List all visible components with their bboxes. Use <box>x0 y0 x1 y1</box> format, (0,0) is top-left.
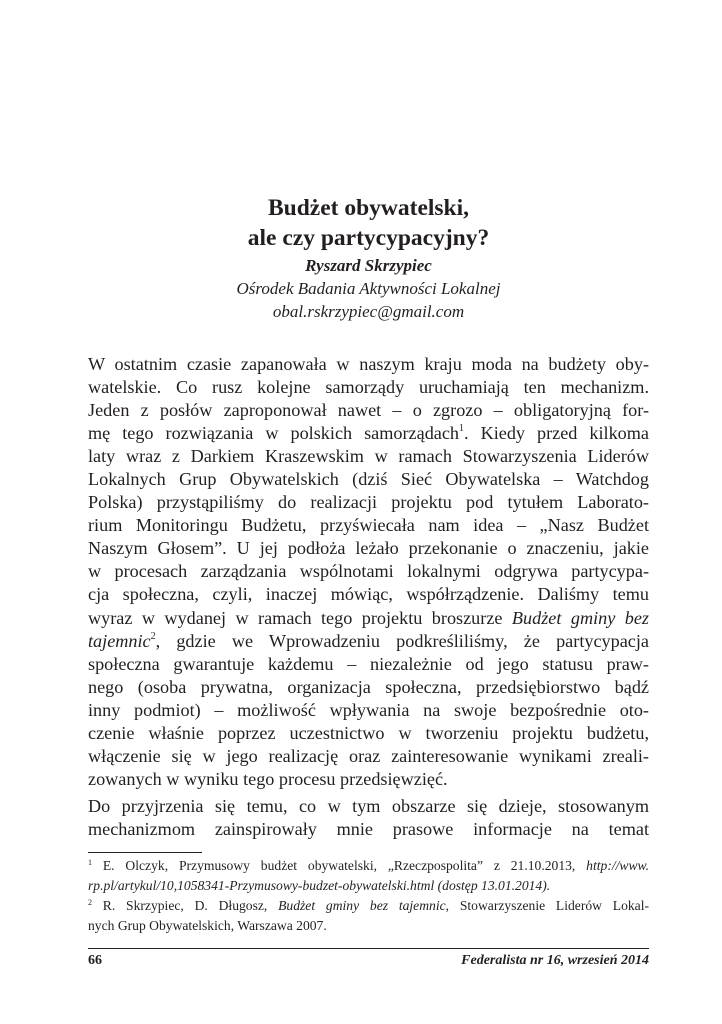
text-line: Do przyjrzenia się temu, co w tym obszarze się dzieje, stosowanym <box>88 795 649 816</box>
text-line: Jeden z posłów zaproponował nawet – o zgrozo – obligatoryjną for- <box>88 400 649 421</box>
text-line: inny podmiot) – możliwość wpływania na swoje bezpośrednie oto- <box>88 699 649 720</box>
text-line: mę tego rozwiązania w polskich samorządach$^1$. Kiedy przed kilkoma <box>88 423 649 444</box>
paragraph-1 <box>88 353 649 791</box>
footnotes <box>88 856 649 936</box>
text-line: w procesach zarządzania wspólnotami lokalnymi odgrywa partycypa- <box>88 561 649 582</box>
footnote-2-cont: nych Grup Obywatelskich, Warszawa 2007. <box>88 918 327 933</box>
footnote-1-cont <box>88 876 649 896</box>
text-line: W ostatnim czasie zapanowała w naszym kraju moda na budżety oby- <box>88 354 649 374</box>
footnote-url[interactable]: http://www. <box>586 858 649 873</box>
text-line: laty wraz z Darkiem Kraszewskim w ramach Stowarzyszenia Liderów <box>88 446 649 467</box>
book-title: Budżet gminy bez <box>511 607 649 628</box>
text-line: wyraz w wydanej w ramach tego projektu broszurze Budżet gminy bez <box>88 607 649 628</box>
paragraph-2 <box>88 795 649 841</box>
text-line: rium Monitoringu Budżetu, przyświecała nam idea – „Nasz Budżet <box>88 515 649 536</box>
page-footer <box>88 952 649 970</box>
author-affiliation: Ośrodek Badania Aktywności Lokalnej <box>236 279 501 298</box>
text-line: watelskie. Co rusz kolejne samorządy uruchamiają ten mechanizm. <box>88 377 649 398</box>
text-line: włączenie się w jego realizację oraz zainteresowanie wynikami zreali- <box>88 745 649 766</box>
text-line: Polska) przystąpiliśmy do realizacji projektu pod tytułem Laborato- <box>88 492 649 513</box>
page-number: 66 <box>88 953 102 968</box>
footnote-2: $^2$ R. Skrzypiec, D. Długosz, Budżet gminy bez tajemnic, Stowarzyszenie Liderów Lokal- <box>88 898 650 913</box>
article-page <box>88 0 649 1024</box>
author-email: obal.rskrzypiec@gmail.com <box>272 302 465 321</box>
text-line: Naszym Głosem”. U jej podłoża leżało przekonanie o znaczeniu, jakie <box>88 538 649 559</box>
title-line-1: Budżet obywatelski, <box>267 195 470 221</box>
text-line: tajemnic$^2$, gdzie we Wprowadzeniu podkreśliliśmy, że partycypacja <box>88 630 649 651</box>
title-line-2: ale czy partycypacyjny? <box>247 225 490 251</box>
article-title <box>88 193 649 253</box>
text-line: nego (osoba prywatna, organizacja społeczna, przedsiębiorstwo bądź <box>88 676 649 697</box>
text-line: czenie właśnie poprzez uczestnictwo w tworzeniu projektu budżetu, <box>88 722 649 743</box>
footnote-ref-1[interactable]: 1 <box>459 423 465 435</box>
footnote-url[interactable]: rp.pl/artykul/10,1058341-Przymusowy-budzet-obywatelski.html (dostęp 13.01.2014). <box>88 878 551 893</box>
body-text <box>88 353 649 841</box>
footnote-divider <box>88 852 202 853</box>
text-line: mechanizmom zainspirowały mnie prasowe informacje na temat <box>88 818 649 839</box>
text-line: społeczna gwarantuje każdemu – niezależnie od jego statusu praw- <box>88 653 649 674</box>
book-title: tajemnic <box>88 630 151 651</box>
footnote-1: $^1$ E. Olczyk, Przymusowy budżet obywatelski, „Rzeczpospolita” z 21.10.2013, http://www. <box>88 858 649 873</box>
footer-divider <box>88 948 649 949</box>
author-name: Ryszard Skrzypiec <box>305 256 432 275</box>
footnote-ref-2[interactable]: 2 <box>150 630 156 642</box>
text-line: cja społeczna, czyli, inaczej mówiąc, współrządzenie. Daliśmy temu <box>88 584 649 605</box>
journal-info: Federalista nr 16, wrzesień 2014 <box>461 953 649 968</box>
text-line: zowanych w wyniku tego procesu przedsięwzięć. <box>88 768 448 789</box>
text-line: Lokalnych Grup Obywatelskich (dziś Sieć Obywatelska – Watchdog <box>88 469 649 490</box>
